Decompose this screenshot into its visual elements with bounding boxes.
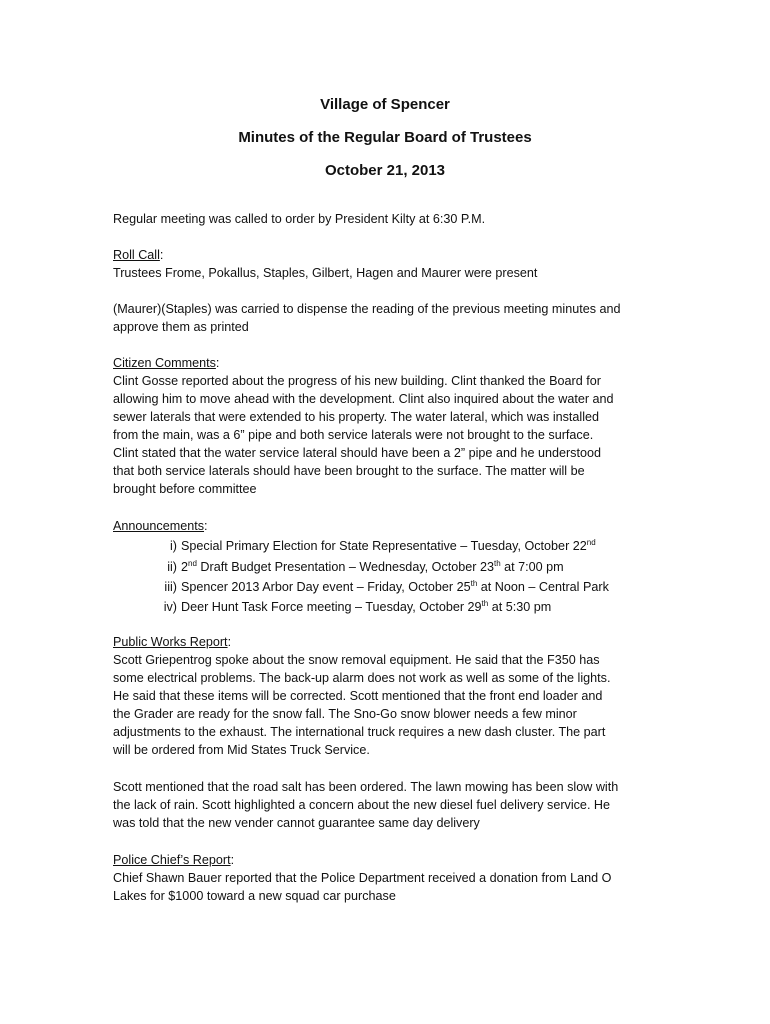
list-text: Deer Hunt Task Force meeting – Tuesday, October 29th at 5:30 pm <box>181 598 552 614</box>
text-line: brought before committee <box>113 482 257 496</box>
public-works-section <box>113 633 673 759</box>
text-line: some electrical problems. The back-up alarm does not work as well as some of the lights. <box>113 671 611 685</box>
text-line: (Maurer)(Staples) was carried to dispense the reading of the previous meeting minutes and <box>113 302 621 316</box>
text-line: approve them as printed <box>113 320 249 334</box>
section-heading: Announcements: <box>113 519 208 533</box>
text-line: Scott mentioned that the road salt has been ordered. The lawn mowing has been slow with <box>113 780 619 794</box>
list-number: ii) <box>167 560 177 574</box>
text-line: was told that the new vender cannot guarantee same day delivery <box>113 816 480 830</box>
text-line: that both service laterals should have been brought to the surface. The matter will be <box>113 464 585 478</box>
list-number: iv) <box>163 600 177 614</box>
citizen-comments-section <box>113 354 673 498</box>
text-line: He said that these items will be corrected. Scott mentioned that the front end loader and <box>113 689 603 703</box>
list-text: 2nd Draft Budget Presentation – Wednesday, October 23th at 7:00 pm <box>181 558 564 574</box>
text-line: Clint stated that the water service lateral should have been a 2” pipe and he understood <box>113 446 601 460</box>
motion-paragraph <box>113 300 673 336</box>
text-line: sewer laterals that were extended to his property. The water lateral, which was installed <box>113 410 600 424</box>
list-number: i) <box>170 539 177 553</box>
section-heading: Police Chief’s Report: <box>113 853 235 867</box>
section-heading: Roll Call: <box>113 248 164 262</box>
text-line: Scott Griepentrog spoke about the snow removal equipment. He said that the F350 has <box>113 653 600 667</box>
public-works-paragraph-2 <box>113 778 673 832</box>
text-line: Lakes for $1000 toward a new squad car purchase <box>113 889 396 903</box>
section-heading: Citizen Comments: <box>113 356 220 370</box>
text-line: the lack of rain. Scott highlighted a concern about the new diesel fuel delivery service. He <box>113 798 611 812</box>
text-line: from the main, was a 6” pipe and both service laterals were not brought to the surface. <box>113 428 594 442</box>
police-report-heading: Police Chief’s Report <box>113 853 231 867</box>
announcements-heading: Announcements <box>113 519 205 533</box>
citizen-comments-heading: Citizen Comments <box>113 356 216 370</box>
org-title: Village of Spencer <box>320 96 450 113</box>
text-line: allowing him to move ahead with the development. Clint also inquired about the water and <box>113 392 614 406</box>
roll-call-section <box>113 246 673 282</box>
meeting-date: October 21, 2013 <box>324 162 446 179</box>
text-line: the Grader are ready for the snow fall. The Sno-Go snow blower needs a few minor <box>113 707 577 721</box>
list-text: Special Primary Election for State Representative – Tuesday, October 22nd <box>181 537 596 553</box>
document-title: Minutes of the Regular Board of Trustees <box>238 129 532 146</box>
text-line: Chief Shawn Bauer reported that the Police Department received a donation from Land O <box>113 871 612 885</box>
announcements-heading-row <box>113 517 673 535</box>
text-line: will be ordered from Mid States Truck Service. <box>113 743 370 757</box>
text-line: Trustees Frome, Pokallus, Staples, Gilbert, Hagen and Maurer were present <box>113 266 538 280</box>
roll-call-heading: Roll Call <box>113 248 160 262</box>
public-works-heading: Public Works Report <box>113 635 228 649</box>
section-heading: Public Works Report: <box>113 635 232 649</box>
text-line: Clint Gosse reported about the progress of his new building. Clint thanked the Board for <box>113 374 601 388</box>
list-number: iii) <box>164 580 177 594</box>
opening-paragraph <box>113 210 673 228</box>
list-text: Spencer 2013 Arbor Day event – Friday, October 25th at Noon – Central Park <box>181 578 609 594</box>
text-line: Regular meeting was called to order by President Kilty at 6:30 P.M. <box>113 212 486 226</box>
text-line: adjustments to the exhaust. The international truck requires a new dash cluster. The part <box>113 725 606 739</box>
police-report-section <box>113 851 673 905</box>
